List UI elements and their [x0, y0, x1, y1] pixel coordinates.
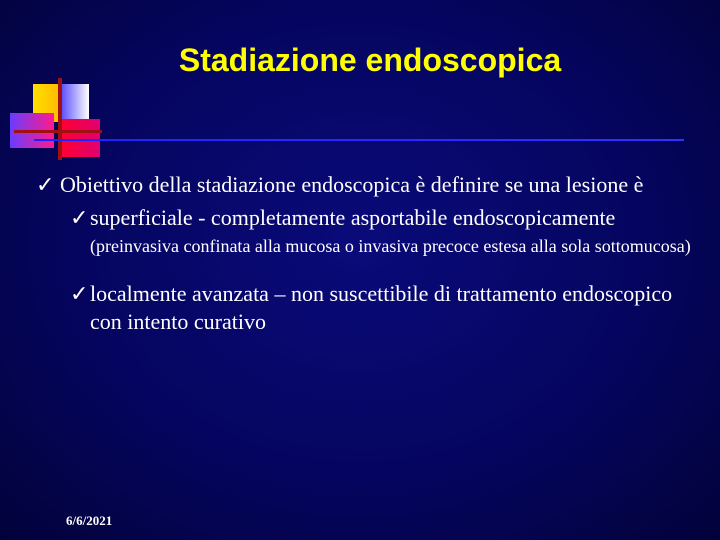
bullet-level1: [36, 172, 706, 198]
logo-horizontal-bar: [14, 130, 102, 133]
checkmark-icon: ✓: [70, 281, 89, 306]
decorative-logo-blocks: [0, 0, 720, 170]
logo-block-red: [60, 119, 100, 157]
bullet1-text: Obiettivo della stadiazione endoscopica è definire se una lesione è: [60, 172, 644, 197]
spacer: [36, 260, 706, 274]
sub2-text: localmente avanzata – non suscettibile di trattamento endoscopico con intento curativo: [90, 281, 673, 334]
checkmark-icon: ✓: [36, 172, 55, 197]
logo-vertical-bar: [58, 78, 62, 160]
logo-block-lavender: [61, 84, 89, 122]
sub1-note-text: (preinvasiva confinata alla mucosa o invasiva precoce estesa alla sola sottomucosa): [90, 236, 691, 256]
slide-body: [36, 172, 706, 336]
title-rule: [34, 139, 684, 141]
sub-bullet-localmente: [36, 280, 706, 336]
sub-bullet-superficiale: [36, 204, 706, 260]
sub1-main-text: superficiale - completamente asportabile endoscopicamente: [90, 205, 616, 230]
footer-date: 6/6/2021: [66, 513, 113, 528]
checkmark-icon: ✓: [70, 205, 89, 230]
slide-title: Stadiazione endoscopica: [178, 42, 562, 78]
